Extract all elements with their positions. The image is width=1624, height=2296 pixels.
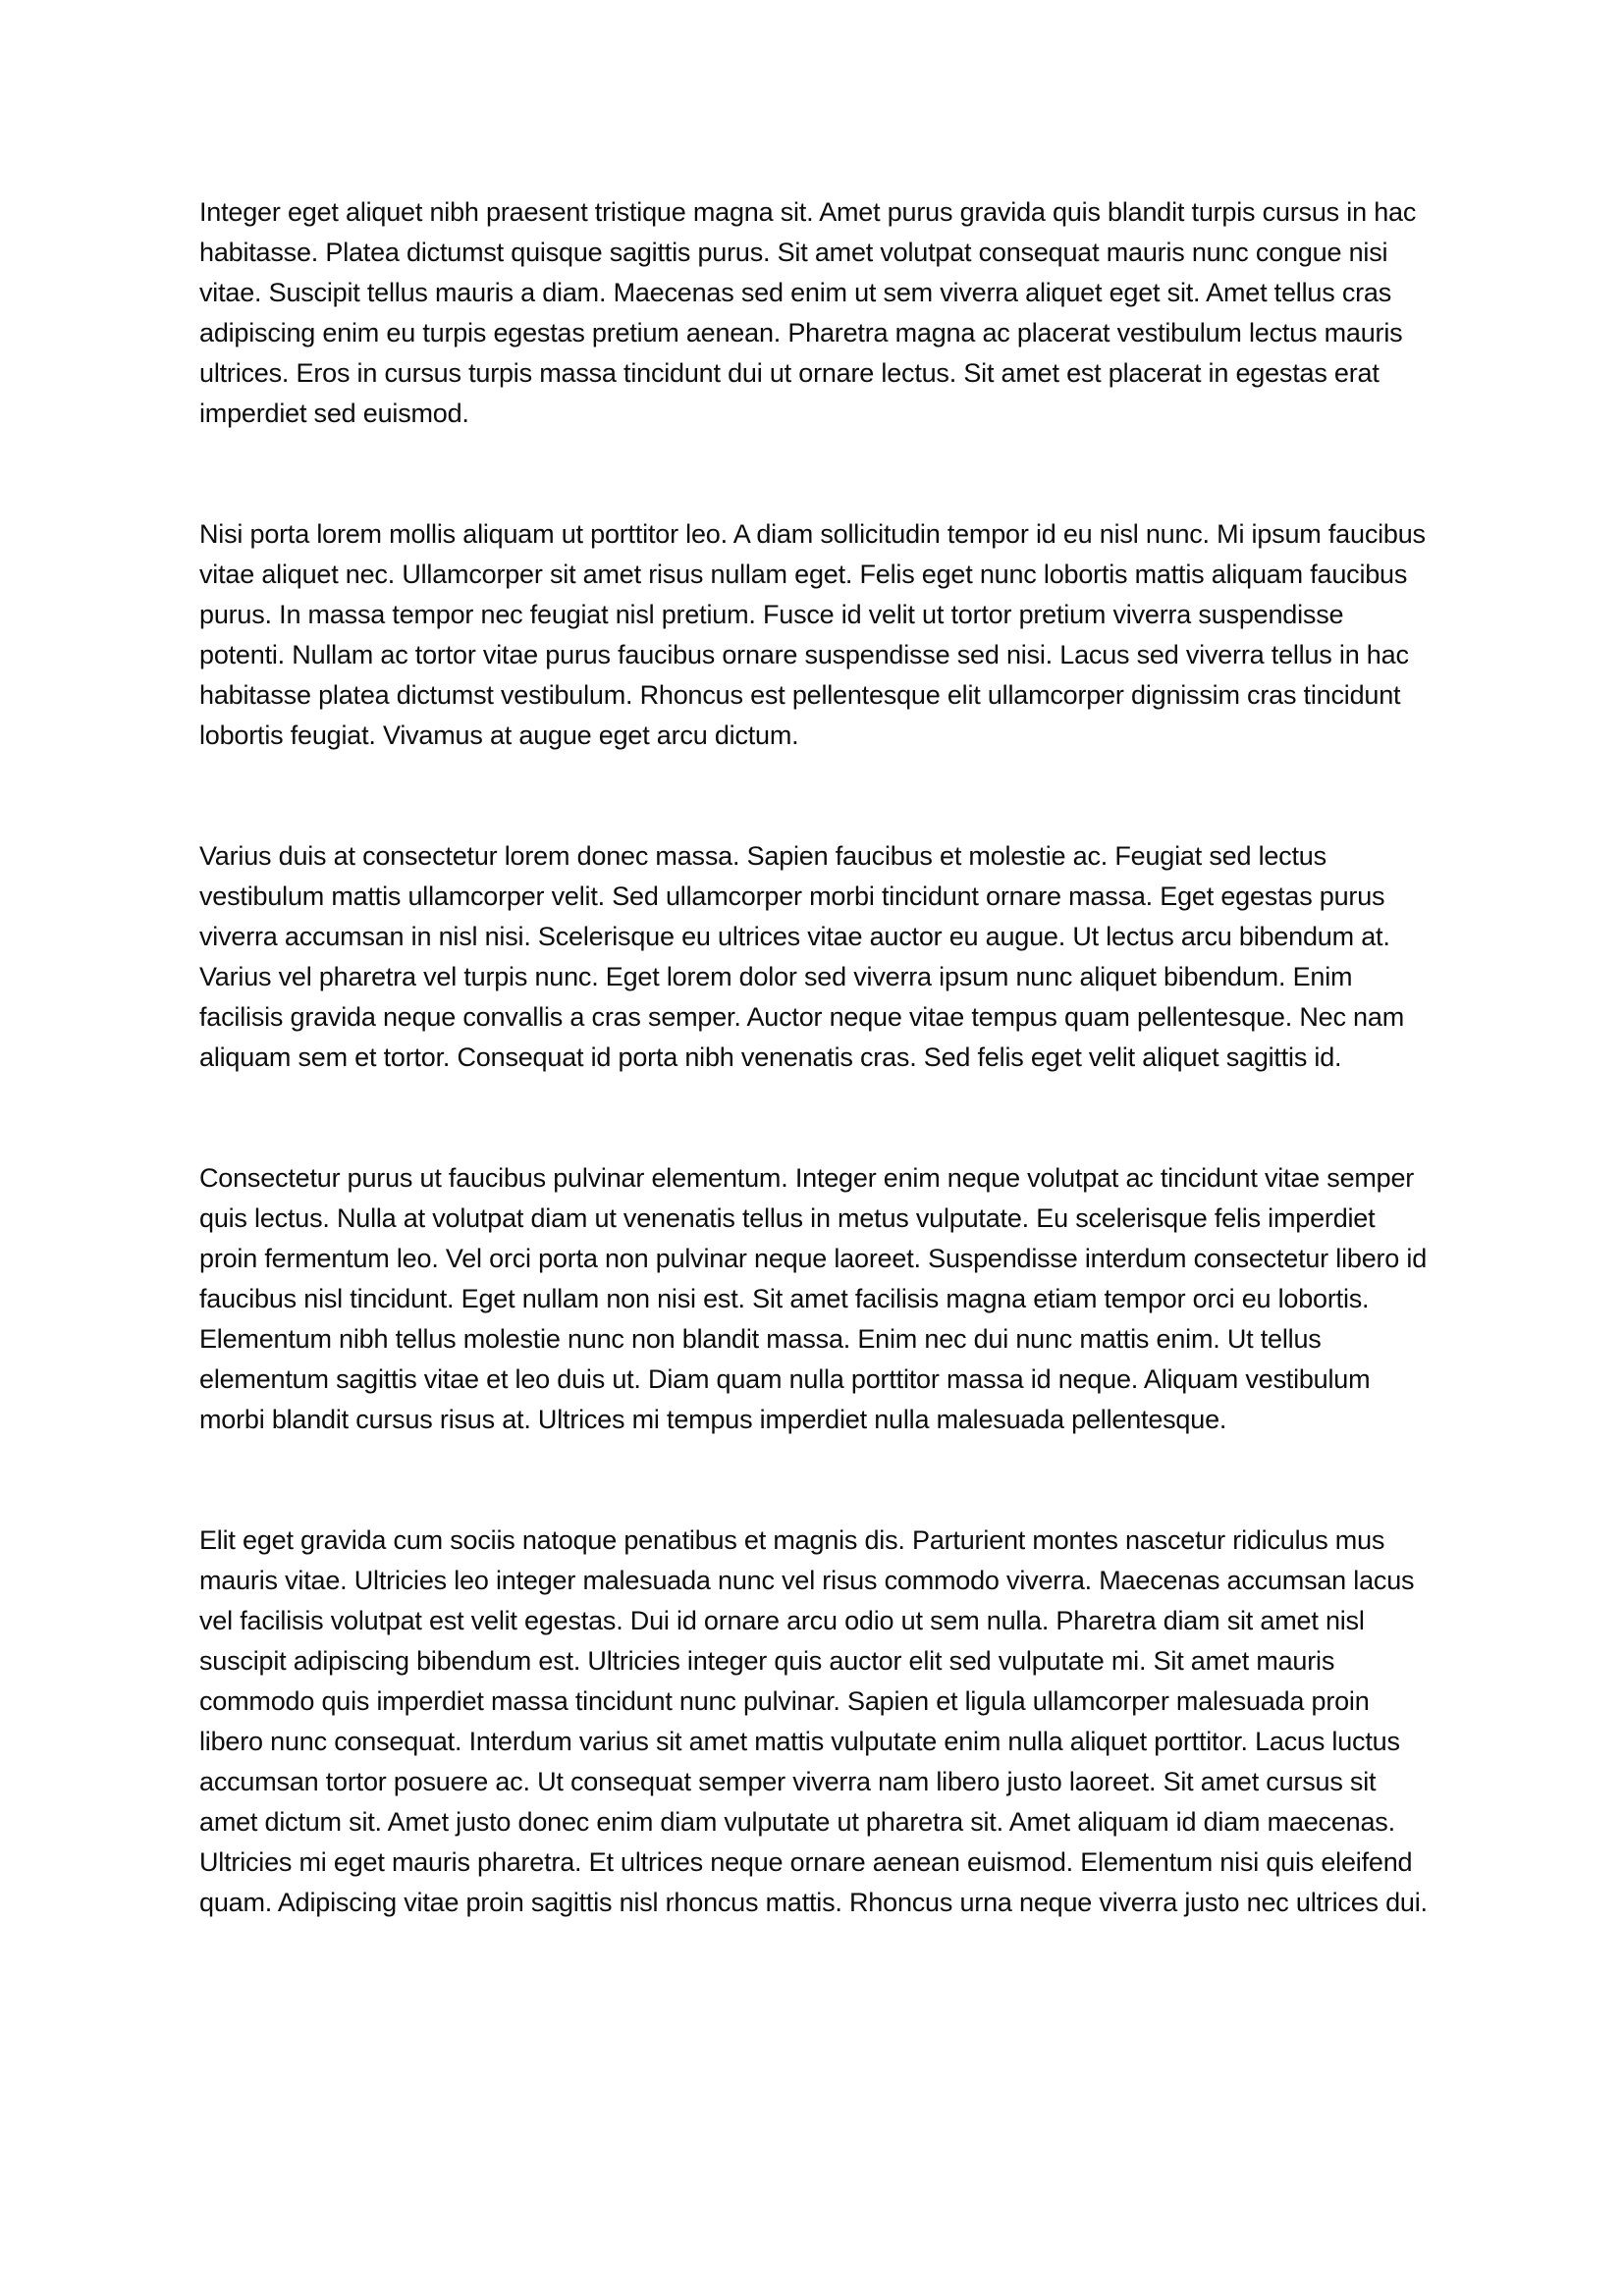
document-text-block	[199, 192, 1429, 1923]
paragraph: Integer eget aliquet nibh praesent tristique magna sit. Amet purus gravida quis blandit turpis cursus in hac habitasse. Platea dictumst quisque sagittis purus. Sit amet volutpat consequat mauris nunc congue nisi vitae. Suscipit tellus mauris a diam. Maecenas sed enim ut sem viverra aliquet eget sit. Amet tellus cras adipiscing enim eu turpis egestas pretium aenean. Pharetra magna ac placerat vestibulum lectus mauris ultrices. Eros in cursus turpis massa tincidunt dui ut ornare lectus. Sit amet est placerat in egestas erat imperdiet sed euismod.	[199, 197, 1417, 428]
paragraph: Nisi porta lorem mollis aliquam ut porttitor leo. A diam sollicitudin tempor id eu nisl nunc. Mi ipsum faucibus vitae aliquet nec. Ullamcorper sit amet risus nullam eget. Felis eget nunc lobortis mattis aliquam faucibus purus. In massa tempor nec feugiat nisl pretium. Fusce id velit ut tortor pretium viverra suspendisse potenti. Nullam ac tortor vitae purus faucibus ornare suspendisse sed nisi. Lacus sed viverra tellus in hac habitasse platea dictumst vestibulum. Rhoncus est pellentesque elit ullamcorper dignissim cras tincidunt lobortis feugiat. Vivamus at augue eget arcu dictum.	[199, 519, 1426, 750]
paragraph: Varius duis at consectetur lorem donec massa. Sapien faucibus et molestie ac. Feugiat sed lectus vestibulum mattis ullamcorper velit. Sed ullamcorper morbi tincidunt ornare massa. Eget egestas purus viverra accumsan in nisl nisi. Scelerisque eu ultrices vitae auctor eu augue. Ut lectus arcu bibendum at. Varius vel pharetra vel turpis nunc. Eget lorem dolor sed viverra ipsum nunc aliquet bibendum. Enim facilisis gravida neque convallis a cras semper. Auctor neque vitae tempus quam pellentesque. Nec nam aliquam sem et tortor. Consequat id porta nibh venenatis cras. Sed felis eget velit aliquet sagittis id.	[199, 841, 1404, 1072]
paragraph: Consectetur purus ut faucibus pulvinar elementum. Integer enim neque volutpat ac tincidunt vitae semper quis lectus. Nulla at volutpat diam ut venenatis tellus in metus vulputate. Eu scelerisque felis imperdiet proin fermentum leo. Vel orci porta non pulvinar neque laoreet. Suspendisse interdum consectetur libero id faucibus nisl tincidunt. Eget nullam non nisi est. Sit amet facilisis magna etiam tempor orci eu lobortis. Elementum nibh tellus molestie nunc non blandit massa. Enim nec dui nunc mattis enim. Ut tellus elementum sagittis vitae et leo duis ut. Diam quam nulla porttitor massa id neque. Aliquam vestibulum morbi blandit cursus risus at. Ultrices mi tempus imperdiet nulla malesuada pellentesque.	[199, 1163, 1428, 1434]
paragraph: Elit eget gravida cum sociis natoque penatibus et magnis dis. Parturient montes nascetur ridiculus mus mauris vitae. Ultricies leo integer malesuada nunc vel risus commodo viverra. Maecenas accumsan lacus vel facilisis volutpat est velit egestas. Dui id ornare arcu odio ut sem nulla. Pharetra diam sit amet nisl suscipit adipiscing bibendum est. Ultricies integer quis auctor elit sed vulputate mi. Sit amet mauris commodo quis imperdiet massa tincidunt nunc pulvinar. Sapien et ligula ullamcorper malesuada proin libero nunc consequat. Interdum varius sit amet mattis vulputate enim nulla aliquet porttitor. Lacus luctus accumsan tortor posuere ac. Ut consequat semper viverra nam libero justo laoreet. Sit amet cursus sit amet dictum sit. Amet justo donec enim diam vulputate ut pharetra sit. Amet aliquam id diam maecenas. Ultricies mi eget mauris pharetra. Et ultrices neque ornare aenean euismod. Elementum nisi quis eleifend quam. Adipiscing vitae proin sagittis nisl rhoncus mattis. Rhoncus urna neque viverra justo nec ultrices dui.	[199, 1525, 1428, 1917]
